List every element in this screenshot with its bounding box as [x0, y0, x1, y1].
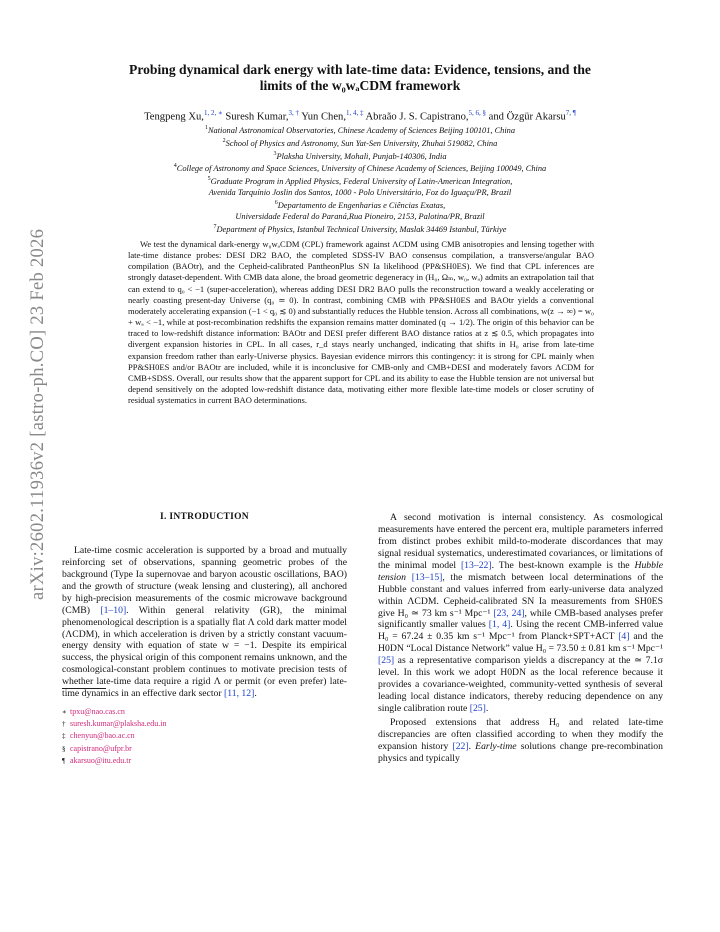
body-text: .: [254, 688, 257, 700]
email-link[interactable]: capistrano@ufpr.br: [70, 743, 132, 753]
email-link[interactable]: suresh.kumar@plaksha.edu.in: [70, 719, 167, 729]
affiliation-line: [60, 161, 660, 174]
left-column: [62, 512, 347, 700]
author-name: and Özgür Akarsu: [486, 111, 566, 123]
affiliation-text: Plaksha University, Mohali, Punjab-140306, India: [276, 151, 447, 161]
affiliation-line: [60, 174, 660, 187]
affiliation-number: 7: [213, 223, 217, 230]
footnote: [62, 706, 342, 718]
footnote: [62, 743, 342, 755]
footnote-mark: ¶: [62, 756, 66, 765]
affiliation-line: [60, 123, 660, 136]
body-text: solutions change pre-recombination physics and typically: [378, 740, 663, 764]
author-name: Suresh Kumar,: [222, 111, 289, 123]
citation-link[interactable]: [13–15]: [411, 571, 443, 583]
author-affiliation-marker: 7, ¶: [565, 109, 576, 117]
citation-link[interactable]: [1–10]: [100, 604, 127, 616]
affiliation-text: College of Astronomy and Space Sciences, University of Chinese Academy of Sciences, Beijing 100049, China: [176, 164, 547, 174]
author-affiliation-marker: 5, 6, §: [468, 109, 487, 117]
footnote-mark: ‡: [62, 732, 66, 741]
affiliation-list: [60, 123, 660, 235]
email-link[interactable]: tpxu@nao.cas.cn: [70, 707, 125, 716]
affiliation-text: Department of Physics, Istanbul Technical University, Maslak 34469 Istanbul, Türkiye: [216, 224, 507, 234]
body-text: , the mismatch between local determinations of the Hubble constant and values inferred from early-universe data analyzed within ΛCDM. Cepheid-calibrated SN Ia measurements from SH0ES give H₀ ≃ 73 km s⁻¹ Mpc⁻¹: [378, 571, 663, 619]
citation-link[interactable]: [1, 4]: [488, 619, 511, 631]
citation-link[interactable]: [23, 24]: [493, 607, 525, 619]
affiliation-number: 3: [273, 150, 277, 157]
body-text: .: [468, 740, 476, 752]
affiliation-line: [60, 222, 660, 235]
affiliation-line: [60, 136, 660, 149]
citation-link[interactable]: [4]: [618, 631, 630, 643]
footnote: [62, 718, 342, 730]
footnote: [62, 755, 342, 767]
affiliation-text: National Astronomical Observatories, Chinese Academy of Sciences Beijing 100101, China: [207, 125, 516, 135]
body-text: A second motivation is internal consistency. As cosmological measurements have entered the percent era, multiple parameters inferred from distinct probes exhibit mild-to-moderate discordances that may signal residual systematics, underestimated covariances, or limitations of the minimal model: [378, 512, 663, 571]
affiliation-line: [60, 198, 660, 211]
footnote-mark: †: [62, 720, 66, 729]
author-affiliation-marker: 1, 2, ∗: [203, 109, 223, 117]
affiliation-text: Graduate Program in Applied Physics, Federal University of Latin-American Integration,: [210, 176, 513, 186]
body-text: as a representative comparison yields a discrepancy at the ≃ 7.1σ level. In this work we adopt H0DN as the local reference because it provides a covariance-weighted, community-vetted synthesis of several leading local distance indicators, thereby reducing dependence on any single calibration route: [378, 655, 663, 714]
citation-link[interactable]: [22]: [452, 740, 469, 752]
footnote: [62, 730, 342, 742]
footnote-rule: [62, 688, 106, 689]
title-line-2: limits of the w₀wₐCDM framework: [259, 78, 461, 93]
affiliation-line: [60, 211, 660, 222]
citation-link[interactable]: [25]: [469, 703, 486, 714]
intro-paragraph-1: [62, 545, 347, 700]
author-name: Tengpeng Xu,: [144, 111, 204, 123]
affiliation-number: 2: [222, 137, 226, 144]
affiliation-line: [60, 187, 660, 198]
affiliation-text: Universidade Federal do Paraná,Rua Pioneiro, 2153, Palotina/PR, Brazil: [235, 211, 485, 221]
affiliation-text: School of Physics and Astronomy, Sun Yat-Sen University, Zhuhai 519082, China: [225, 138, 498, 148]
body-text: . The best-known example is the: [491, 559, 635, 571]
author-affiliation-marker: 1, 4, ‡: [345, 109, 364, 117]
affiliation-number: 6: [274, 199, 278, 206]
body-text: and the H0DN “Local Distance Network” value H₀ = 73.50 ± 0.81 km s⁻¹ Mpc⁻¹: [378, 631, 663, 655]
body-text: Proposed extensions that address H₀ and related late-time discrepancies are often classified according to when they modify the expansion history: [378, 716, 663, 752]
title-line-1: Probing dynamical dark energy with late-time data: Evidence, tensions, and the: [129, 62, 591, 77]
citation-link[interactable]: [11, 12]: [224, 688, 255, 700]
body-text: .: [485, 703, 489, 714]
intro-paragraph-2: [378, 512, 663, 715]
body-text: Late-time cosmic acceleration is supported by a broad and mutually reinforcing set of observations, spanning geometric probes of the background (Type Ia supernovae and baryon acoustic oscillations, BAO) and the growth of structure (weak lensing and clustering), all anchored by high-precision measurements of the cosmic microwave background (CMB): [62, 544, 347, 616]
body-text: . Using the recent CMB-inferred value H₀ = 67.24 ± 0.35 km s⁻¹ Mpc⁻¹ from Planck+SPT+ACT: [378, 619, 663, 643]
body-text: , while CMB-based analyses prefer significantly smaller values: [378, 607, 663, 631]
affiliation-text: Avenida Tarquínio Joslin dos Santos, 1000 - Polo Universitário, Foz do Iguaçu/PR, Brazil: [208, 187, 512, 197]
email-link[interactable]: akarsuo@itu.edu.tr: [70, 755, 132, 765]
right-column: [378, 512, 663, 765]
paper-title: [70, 62, 650, 94]
email-link[interactable]: chenyun@bao.ac.cn: [70, 731, 135, 741]
emphasis-text: Hubble tension: [378, 559, 663, 583]
author-name: Yun Chen,: [298, 111, 346, 123]
citation-link[interactable]: [13–22]: [460, 559, 492, 571]
affiliation-line: [60, 149, 660, 162]
intro-paragraph-3: [378, 717, 663, 765]
author-affiliation-marker: 3, †: [288, 109, 299, 117]
arxiv-stamp: arXiv:2602.11936v2 [astro-ph.CO] 23 Feb 2026: [28, 228, 48, 600]
affiliation-number: 1: [204, 125, 208, 131]
affiliation-number: 5: [207, 176, 211, 183]
section-heading: I. INTRODUCTION: [160, 512, 249, 522]
affiliation-number: 4: [173, 163, 177, 170]
footnote-mark: §: [62, 744, 66, 753]
abstract: We test the dynamical dark-energy w₀wₐCDM (CPL) framework against ΛCDM using CMB anisotropies and lensing together with late-time distance probes: DESI DR2 BAO, the completed SDSS-IV BAO consensus compilation, a transverse/angular BAO compilation (BAOtr), and the Cepheid-calibrated PantheonPlus SN Ia likelihood (PP&SH0ES). We find that CPL inferences are strongly dataset-dependent. With CMB data alone, the broad geometric degeneracy in (H₀, Ωₘ, w₀, wₐ) admits an extrapolation tail that can extend to q₀ < −1 (super-acceleration), whereas adding DESI DR2 BAO pulls the reconstruction toward a weakly accelerating or nearly coasting present-day Universe (q₀ ≃ 0). In contrast, combining CMB with PP&SH0ES and BAOtr yields a conventional moderately accelerating expansion (−1 < q₀ ≲ 0) and substantially reduces the Hubble tension. Across all combinations, w(z → ∞) = w₀ + wₐ < −1, while at post-recombination redshifts the expansion remains matter dominated (q → 1/2). The origin of this behavior can be traced to low-redshift distance information: BAOtr and DESI prefer different BAO distance ratios at z ≲ 0.5, which propagates into divergent expansion histories in CPL. In all cases, r_d stays nearly unchanged, indicating that shifts in H₀ arise from late-time expansion freedom rather than early-Universe physics. Bayesian evidence mirrors this contingency: it is strong for CPL mainly when PP&SH0ES and/or BAOtr are included, while it is inconclusive for CMB-only and CMB+DESI and moderately favors ΛCDM for CMB+SDSS. Overall, our results show that the apparent support for CPL and its ability to ease the Hubble tension are not universal but depend sensitively on the adopted low-redshift distance data, motivating either more flexible late-time models or closer scrutiny of residual systematics in current BAO determinations.: [128, 239, 594, 406]
emphasis-text: Early-time: [475, 740, 517, 752]
body-text: . Within general relativity (GR), the minimal phenomenological description is a spatially flat Λ cold dark matter model (ΛCDM), in which acceleration is driven by a strictly constant vacuum-energy density with equation of state w = −1. Despite its empirical success, the physical origin of this component remains unknown, and the cosmological-constant problem continues to motivate precision tests of whether late-time data require a rigid Λ or permit (or even prefer) late-time dynamics in an effective dark sector: [62, 604, 347, 700]
footnote-mark: ∗: [62, 708, 67, 716]
author-list: [60, 107, 660, 124]
author-name: Abraão J. S. Capistrano,: [363, 111, 469, 123]
citation-link[interactable]: [25]: [378, 655, 395, 667]
footnote-list: [62, 706, 342, 767]
affiliation-text: Departamento de Engenharias e Ciências Exatas,: [277, 200, 446, 210]
